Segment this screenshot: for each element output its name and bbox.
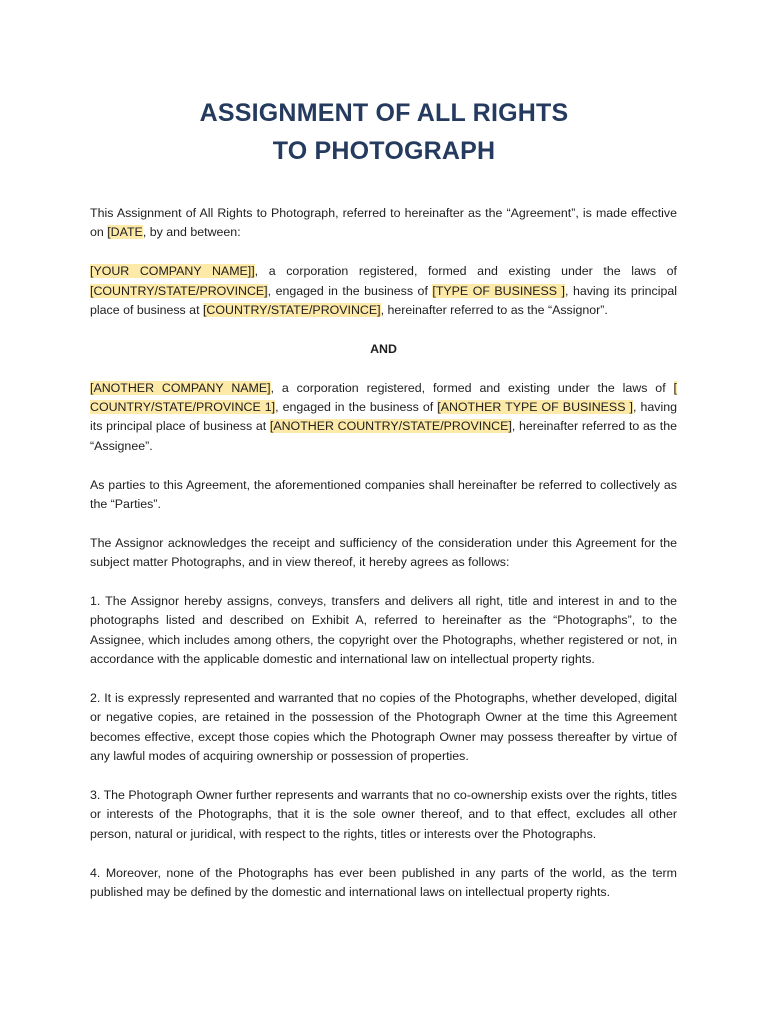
assignee-company-placeholder: [ANOTHER COMPANY NAME] [90, 380, 271, 395]
date-placeholder: [DATE [107, 225, 143, 240]
intro-text-end: , by and between: [142, 225, 241, 240]
assignor-address-placeholder: [COUNTRY/STATE/PROVINCE] [202, 303, 381, 318]
intro-text: This Assignment of All Rights to Photograph, referred to hereinafter as the “Agreement”, is made effective on [90, 206, 677, 240]
document-title [0, 94, 768, 170]
assignee-text: , hereinafter referred to as the “Assignee”. [90, 419, 678, 453]
assignor-company-placeholder: [YOUR COMPANY NAME]] [90, 264, 255, 279]
and-separator: AND [370, 341, 397, 356]
clause-3: 3. The Photograph Owner further represents and warrants that no co-ownership exists over the rights, titles or interests of the Photographs, that it is the sole owner thereof, and to that effect, excludes all other person, natural or juridical, with respect to the rights, titles or interests over the Photographs. [90, 788, 677, 841]
assignor-text: , having its principal place of business at [90, 283, 677, 318]
clause-2: 2. It is expressly represented and warranted that no copies of the Photographs, whether developed, digital or negative copies, are retained in the possession of the Photograph Owner at the time this Agreement becomes effective, except those copies which the Photograph Owner may possess thereafter by virtue of any lawful modes of acquiring ownership or possession of properties. [90, 691, 677, 764]
assignee-paragraph [90, 379, 677, 457]
title-line-2: TO PHOTOGRAPH [272, 137, 496, 165]
assignor-paragraph [90, 262, 677, 320]
clause-4: 4. Moreover, none of the Photographs has ever been published in any parts of the world, as the term published may be defined by the domestic and international laws on intellectual property rights. [90, 865, 677, 900]
assignor-business-placeholder: [TYPE OF BUSINESS ] [432, 283, 565, 298]
parties-paragraph: As parties to this Agreement, the aforementioned companies shall hereinafter be referred to collectively as the “Parties”. [90, 477, 677, 512]
intro-paragraph [90, 204, 677, 243]
assignee-text: , a corporation registered, formed and existing under the laws of [270, 380, 674, 395]
title-line-1: ASSIGNMENT OF ALL RIGHTS [199, 99, 569, 127]
assignor-text: , a corporation registered, formed and existing under the laws of [254, 264, 677, 279]
assignee-text: , having its principal place of business at [90, 400, 677, 434]
assignor-text: , engaged in the business of [267, 283, 433, 298]
document-body [90, 204, 677, 922]
clause-1: 1. The Assignor hereby assigns, conveys, transfers and delivers all right, title and interest in and to the photographs listed and described on Exhibit A, referred to hereinafter as the “Photographs”, to the Assignee, which includes among others, the copyright over the Photographs, whether registered or not, in accordance with the applicable domestic and international law on intellectual property rights. [90, 594, 677, 667]
assignee-text: , engaged in the business of [275, 400, 438, 415]
assignee-location-placeholder: [ COUNTRY/STATE/PROVINCE 1] [90, 380, 677, 415]
assignor-text: , hereinafter referred to as the “Assignor”. [380, 303, 608, 318]
assignor-location-placeholder: [COUNTRY/STATE/PROVINCE] [90, 283, 268, 298]
assignee-business-placeholder: [ANOTHER TYPE OF BUSINESS ] [437, 400, 633, 415]
assignee-address-placeholder: [ANOTHER COUNTRY/STATE/PROVINCE] [269, 419, 512, 434]
acknowledgement-paragraph: The Assignor acknowledges the receipt and sufficiency of the consideration under this Agreement for the subject matter Photographs, and in view thereof, it hereby agrees as follows: [90, 535, 677, 570]
